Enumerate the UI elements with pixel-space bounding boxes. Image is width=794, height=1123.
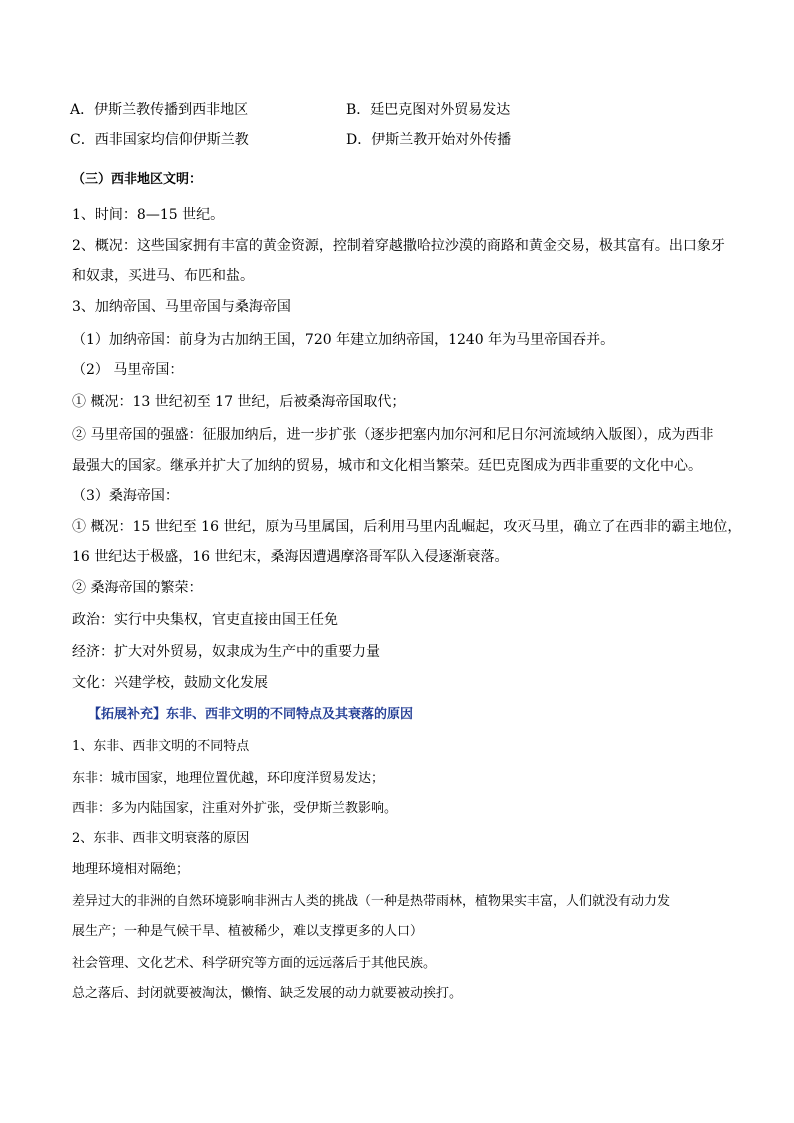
text-line: 东非：城市国家，地理位置优越，环印度洋贸易发达； <box>72 771 385 786</box>
text-line: 2、概况：这些国家拥有丰富的黄金资源，控制着穿越撒哈拉沙漠的商路和黄金交易，极其富有。出口象牙 <box>72 238 725 254</box>
text-line: 地理环境相对隔绝； <box>72 862 190 877</box>
text-line: 总之落后、封闭就要被淘汰，懒惰、缺乏发展的动力就要被动挨打。 <box>72 986 463 1001</box>
text-line: ② 桑海帝国的繁荣： <box>72 580 203 596</box>
option-d: D．伊斯兰教开始对外传播 <box>346 132 512 148</box>
option-c: C．西非国家均信仰伊斯兰教 <box>70 132 249 148</box>
text-line: 1、东非、西非文明的不同特点 <box>72 739 250 754</box>
section-heading: （三）西非地区文明： <box>72 172 203 187</box>
option-b: B．廷巴克图对外贸易发达 <box>346 102 511 118</box>
text-line: 16 世纪达于极盛，16 世纪末，桑海因遭遇摩洛哥军队入侵逐渐衰落。 <box>72 549 509 565</box>
text-line: 3、加纳帝国、马里帝国与桑海帝国 <box>72 299 291 315</box>
text-line: 最强大的国家。继承并扩大了加纳的贸易，城市和文化相当繁荣。廷巴克图成为西非重要的文化中心。 <box>72 458 702 474</box>
text-line: 2、东非、西非文明衰落的原因 <box>72 831 250 846</box>
text-line: 1、时间：8—15 世纪。 <box>72 207 225 223</box>
text-line: （3）桑海帝国： <box>72 488 179 504</box>
text-line: ② 马里帝国的强盛：征服加纳后，进一步扩张（逐步把塞内加尔河和尼日尔河流域纳入版图），成为西非 <box>72 427 714 443</box>
extension-heading: 【拓展补充】东非、西非文明的不同特点及其衰落的原因 <box>88 707 414 722</box>
text-line: 政治：实行中央集权，官吏直接由国王任免 <box>72 612 338 628</box>
text-line: ① 概况：15 世纪至 16 世纪，原为马里属国，后利用马里内乱崛起，攻灭马里，确立了在西非的霸主地位， <box>72 519 742 535</box>
text-line: 社会管理、文化艺术、科学研究等方面的远远落后于其他民族。 <box>72 956 437 971</box>
text-line: 文化：兴建学校，鼓励文化发展 <box>72 675 268 691</box>
text-line: 西非：多为内陆国家，注重对外扩张，受伊斯兰教影响。 <box>72 801 398 816</box>
text-line: 经济：扩大对外贸易，奴隶成为生产中的重要力量 <box>72 644 380 660</box>
text-line: （2） 马里帝国： <box>72 362 184 378</box>
text-line: （1）加纳帝国：前身为古加纳王国，720 年建立加纳帝国，1240 年为马里帝国吞并。 <box>72 332 615 348</box>
text-line: 差异过大的非洲的自然环境影响非洲古人类的挑战（一种是热带雨林，植物果实丰富，人们就没有动力发 <box>72 894 671 909</box>
text-line: 展生产；一种是气候干旱、植被稀少，难以支撑更多的人口） <box>72 924 424 939</box>
option-a: A．伊斯兰教传播到西非地区 <box>70 102 249 118</box>
text-line: ① 概况：13 世纪初至 17 世纪，后被桑海帝国取代； <box>72 394 406 410</box>
text-line: 和奴隶，买进马、布匹和盐。 <box>72 268 254 284</box>
